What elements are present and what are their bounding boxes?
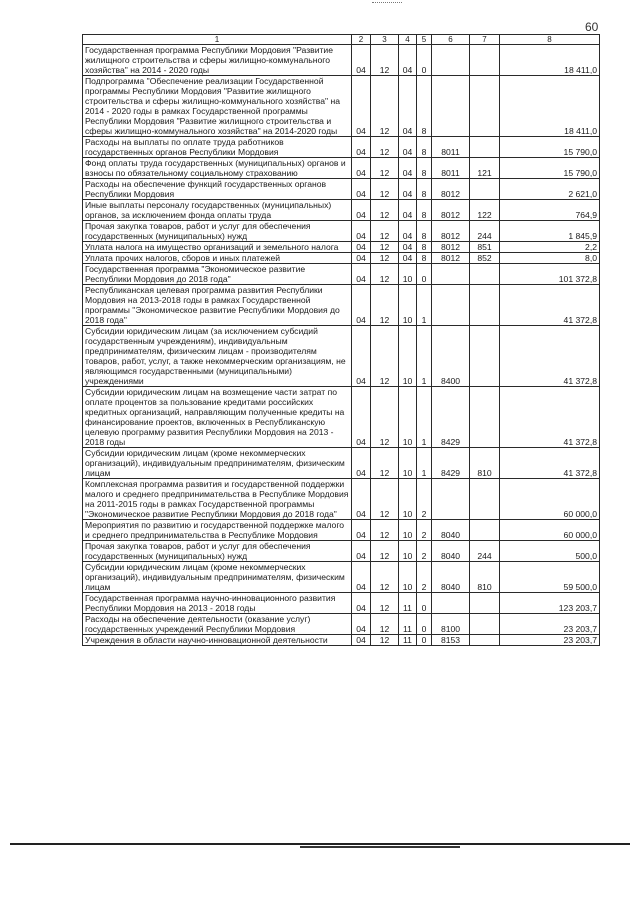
row-code-cell: 04 <box>352 635 371 646</box>
row-code-cell: 12 <box>371 179 399 200</box>
column-header: 8 <box>500 35 600 45</box>
row-code-cell: 12 <box>371 200 399 221</box>
table-row <box>83 158 600 179</box>
row-code-cell: 04 <box>352 593 371 614</box>
row-code-cell: 10 <box>399 562 417 593</box>
table-row <box>83 221 600 242</box>
row-name-cell: Государственная программа научно-инновационного развития Республики Мордовия на 2013 - 2018 годы <box>83 593 352 614</box>
row-sum-cell: 123 203,7 <box>500 593 600 614</box>
row-name-cell: Подпрограмма "Обеспечение реализации Государственной программы Республики Мордовия "Развитие жилищного строительства и сферы жилищно-коммунального хозяйства" на 2014 - 2020 годы в рамках Государственной программы Республики Мордовия "Развитие жилищного строительства и сферы жилищно-коммунального хозяйства" на 2014-2020 годы <box>83 76 352 137</box>
row-code-cell: 8400 <box>432 326 470 387</box>
table-row <box>83 179 600 200</box>
row-code-cell: 8429 <box>432 387 470 448</box>
row-sum-cell: 41 372,8 <box>500 387 600 448</box>
row-code-cell: 10 <box>399 387 417 448</box>
row-code-cell: 04 <box>352 326 371 387</box>
row-code-cell: 2 <box>417 541 432 562</box>
row-sum-cell: 59 500,0 <box>500 562 600 593</box>
row-code-cell: 8040 <box>432 562 470 593</box>
row-code-cell <box>432 593 470 614</box>
column-header: 2 <box>352 35 371 45</box>
row-code-cell: 8 <box>417 242 432 253</box>
row-code-cell: 8 <box>417 200 432 221</box>
row-sum-cell: 41 372,8 <box>500 285 600 326</box>
row-code-cell: 810 <box>470 448 500 479</box>
row-code-cell: 8 <box>417 137 432 158</box>
row-code-cell: 10 <box>399 541 417 562</box>
row-code-cell: 852 <box>470 253 500 264</box>
row-code-cell: 10 <box>399 479 417 520</box>
row-code-cell: 12 <box>371 242 399 253</box>
row-code-cell: 04 <box>352 200 371 221</box>
row-code-cell: 810 <box>470 562 500 593</box>
row-code-cell: 0 <box>417 264 432 285</box>
row-code-cell: 10 <box>399 285 417 326</box>
table-row <box>83 242 600 253</box>
row-code-cell: 04 <box>399 242 417 253</box>
row-sum-cell: 41 372,8 <box>500 448 600 479</box>
row-code-cell: 8040 <box>432 520 470 541</box>
row-code-cell: 12 <box>371 285 399 326</box>
row-name-cell: Субсидии юридическим лицам (за исключением субсидий государственным учреждениям), индивидуальным предпринимателям, физическим лицам - производителям товаров, работ, услуг, а также некоммерческим организациям, не являющимся государственными (муниципальными) учреждениями <box>83 326 352 387</box>
row-code-cell: 8012 <box>432 179 470 200</box>
row-code-cell: 10 <box>399 448 417 479</box>
row-code-cell: 04 <box>352 520 371 541</box>
table-row <box>83 562 600 593</box>
row-code-cell: 04 <box>352 179 371 200</box>
table-row <box>83 614 600 635</box>
page-number: 60 <box>585 20 599 34</box>
row-code-cell: 04 <box>352 562 371 593</box>
row-code-cell: 122 <box>470 200 500 221</box>
table-row <box>83 200 600 221</box>
row-code-cell: 8429 <box>432 448 470 479</box>
row-code-cell: 0 <box>417 614 432 635</box>
row-code-cell: 8100 <box>432 614 470 635</box>
row-code-cell: 10 <box>399 264 417 285</box>
row-code-cell: 12 <box>371 387 399 448</box>
row-code-cell: 1 <box>417 387 432 448</box>
row-name-cell: Уплата налога на имущество организаций и земельного налога <box>83 242 352 253</box>
row-code-cell: 04 <box>399 45 417 76</box>
row-code-cell: 04 <box>352 285 371 326</box>
row-code-cell: 8153 <box>432 635 470 646</box>
row-code-cell: 1 <box>417 285 432 326</box>
row-code-cell: 0 <box>417 593 432 614</box>
row-name-cell: Прочая закупка товаров, работ и услуг для обеспечения государственных (муниципальных) нужд <box>83 541 352 562</box>
row-code-cell: 04 <box>399 76 417 137</box>
row-name-cell: Расходы на обеспечение деятельности (оказание услуг) государственных учреждений Республики Мордовия <box>83 614 352 635</box>
table-row <box>83 264 600 285</box>
row-code-cell <box>470 45 500 76</box>
row-code-cell: 121 <box>470 158 500 179</box>
row-sum-cell: 8,0 <box>500 253 600 264</box>
row-code-cell <box>432 479 470 520</box>
column-header: 6 <box>432 35 470 45</box>
table-row <box>83 253 600 264</box>
row-name-cell: Государственная программа "Экономическое развитие Республики Мордовия до 2018 года" <box>83 264 352 285</box>
row-code-cell: 10 <box>399 326 417 387</box>
row-sum-cell: 764,9 <box>500 200 600 221</box>
row-code-cell: 12 <box>371 221 399 242</box>
row-code-cell <box>470 593 500 614</box>
row-name-cell: Мероприятия по развитию и государственной поддержке малого и среднего предпринимательства в Республике Мордовия <box>83 520 352 541</box>
row-code-cell <box>470 479 500 520</box>
row-code-cell: 04 <box>352 448 371 479</box>
row-code-cell: 04 <box>352 45 371 76</box>
row-sum-cell: 1 845,9 <box>500 221 600 242</box>
column-header: 3 <box>371 35 399 45</box>
row-code-cell: 12 <box>371 264 399 285</box>
row-code-cell <box>470 614 500 635</box>
row-code-cell: 8 <box>417 158 432 179</box>
row-code-cell: 10 <box>399 520 417 541</box>
row-name-cell: Расходы на обеспечение функций государственных органов Республики Мордовия <box>83 179 352 200</box>
row-code-cell: 04 <box>352 242 371 253</box>
bottom-rule <box>10 843 630 845</box>
row-code-cell: 04 <box>352 541 371 562</box>
table-row <box>83 448 600 479</box>
row-code-cell: 12 <box>371 76 399 137</box>
row-code-cell <box>470 635 500 646</box>
row-sum-cell: 23 203,7 <box>500 635 600 646</box>
row-code-cell: 12 <box>371 479 399 520</box>
row-code-cell: 04 <box>352 137 371 158</box>
row-code-cell: 04 <box>352 158 371 179</box>
row-code-cell: 04 <box>352 614 371 635</box>
row-code-cell: 244 <box>470 221 500 242</box>
row-sum-cell: 41 372,8 <box>500 326 600 387</box>
row-code-cell: 851 <box>470 242 500 253</box>
table-row <box>83 541 600 562</box>
row-code-cell <box>470 76 500 137</box>
row-code-cell: 04 <box>399 158 417 179</box>
row-name-cell: Субсидии юридическим лицам на возмещение части затрат по оплате процентов за пользование кредитами российских кредитных организаций, направляющим полученные кредиты на финансирование проектов, включенных в Республиканскую целевую программу развития Республики Мордовия на 2013 - 2018 годы <box>83 387 352 448</box>
column-header: 5 <box>417 35 432 45</box>
table-row <box>83 635 600 646</box>
row-code-cell: 12 <box>371 158 399 179</box>
row-code-cell: 12 <box>371 520 399 541</box>
row-code-cell <box>470 137 500 158</box>
row-code-cell: 1 <box>417 448 432 479</box>
row-code-cell: 04 <box>352 264 371 285</box>
row-code-cell: 0 <box>417 635 432 646</box>
row-name-cell: Фонд оплаты труда государственных (муниципальных) органов и взносы по обязательному социальному страхованию <box>83 158 352 179</box>
row-code-cell: 8012 <box>432 221 470 242</box>
row-code-cell: 8012 <box>432 242 470 253</box>
row-sum-cell: 15 790,0 <box>500 137 600 158</box>
row-name-cell: Прочая закупка товаров, работ и услуг для обеспечения государственных (муниципальных) нужд <box>83 221 352 242</box>
row-code-cell: 12 <box>371 326 399 387</box>
row-code-cell: 12 <box>371 541 399 562</box>
row-code-cell: 2 <box>417 520 432 541</box>
row-code-cell: 04 <box>399 200 417 221</box>
row-code-cell: 11 <box>399 635 417 646</box>
row-sum-cell: 2 621,0 <box>500 179 600 200</box>
row-name-cell: Учреждения в области научно-инновационной деятельности <box>83 635 352 646</box>
table-row <box>83 593 600 614</box>
row-code-cell: 04 <box>399 137 417 158</box>
row-code-cell: 11 <box>399 614 417 635</box>
row-code-cell: 11 <box>399 593 417 614</box>
row-sum-cell: 101 372,8 <box>500 264 600 285</box>
table-row <box>83 326 600 387</box>
row-code-cell: 04 <box>352 221 371 242</box>
row-code-cell <box>432 76 470 137</box>
row-sum-cell: 18 411,0 <box>500 45 600 76</box>
row-code-cell: 1 <box>417 326 432 387</box>
bottom-rule-mark <box>300 846 460 848</box>
row-code-cell <box>470 520 500 541</box>
row-sum-cell: 2,2 <box>500 242 600 253</box>
row-code-cell: 12 <box>371 45 399 76</box>
row-code-cell <box>432 285 470 326</box>
table-row <box>83 137 600 158</box>
row-code-cell: 8011 <box>432 137 470 158</box>
row-sum-cell: 18 411,0 <box>500 76 600 137</box>
row-code-cell: 12 <box>371 562 399 593</box>
table-row <box>83 479 600 520</box>
row-name-cell: Расходы на выплаты по оплате труда работников государственных органов Республики Мордовия <box>83 137 352 158</box>
table-header-row <box>83 35 600 45</box>
row-code-cell: 8 <box>417 179 432 200</box>
row-name-cell: Иные выплаты персоналу государственных (муниципальных) органов, за исключением фонда оплаты труда <box>83 200 352 221</box>
row-code-cell <box>432 45 470 76</box>
row-name-cell: Государственная программа Республики Мордовия "Развитие жилищного строительства и сферы жилищно-коммунального хозяйства" на 2014 - 2020 годы <box>83 45 352 76</box>
column-header: 4 <box>399 35 417 45</box>
row-sum-cell: 23 203,7 <box>500 614 600 635</box>
row-code-cell: 2 <box>417 562 432 593</box>
table-row <box>83 45 600 76</box>
row-code-cell: 04 <box>352 76 371 137</box>
row-sum-cell: 500,0 <box>500 541 600 562</box>
row-name-cell: Субсидии юридическим лицам (кроме некоммерческих организаций), индивидуальным предпринимателям, физическим лицам <box>83 448 352 479</box>
row-name-cell: Субсидии юридическим лицам (кроме некоммерческих организаций), индивидуальным предпринимателям, физическим лицам <box>83 562 352 593</box>
row-code-cell: 04 <box>352 387 371 448</box>
row-code-cell: 8 <box>417 253 432 264</box>
row-code-cell: 04 <box>399 179 417 200</box>
row-code-cell: 8011 <box>432 158 470 179</box>
table-row <box>83 387 600 448</box>
row-code-cell: 8 <box>417 76 432 137</box>
budget-table <box>82 34 600 646</box>
row-code-cell: 8012 <box>432 253 470 264</box>
row-code-cell <box>470 179 500 200</box>
row-code-cell <box>470 285 500 326</box>
table-row <box>83 520 600 541</box>
row-name-cell: Республиканская целевая программа развития Республики Мордовия на 2013-2018 годы в рамках Государственной программы "Экономическое развитие Республики Мордовия до 2018 года" <box>83 285 352 326</box>
row-code-cell: 244 <box>470 541 500 562</box>
row-code-cell: 8012 <box>432 200 470 221</box>
row-code-cell: 04 <box>352 253 371 264</box>
row-code-cell: 12 <box>371 635 399 646</box>
row-code-cell: 04 <box>399 221 417 242</box>
row-sum-cell: 60 000,0 <box>500 520 600 541</box>
table-row <box>83 76 600 137</box>
column-header: 7 <box>470 35 500 45</box>
row-code-cell: 0 <box>417 45 432 76</box>
row-code-cell: 8040 <box>432 541 470 562</box>
table-row <box>83 285 600 326</box>
row-name-cell: Комплексная программа развития и государственной поддержки малого и среднего предпринимательства в Республике Мордовия на 2011-2015 годы в рамках Государственной программы "Экономическое развитие Республики Мордовия до 2018 года" <box>83 479 352 520</box>
row-code-cell: 12 <box>371 448 399 479</box>
row-code-cell <box>470 387 500 448</box>
row-name-cell: Уплата прочих налогов, сборов и иных платежей <box>83 253 352 264</box>
row-code-cell: 12 <box>371 593 399 614</box>
row-code-cell: 8 <box>417 221 432 242</box>
row-code-cell: 04 <box>352 479 371 520</box>
row-code-cell <box>432 264 470 285</box>
row-code-cell: 04 <box>399 253 417 264</box>
row-code-cell: 2 <box>417 479 432 520</box>
row-sum-cell: 60 000,0 <box>500 479 600 520</box>
row-code-cell: 12 <box>371 253 399 264</box>
row-sum-cell: 15 790,0 <box>500 158 600 179</box>
scan-mark <box>372 2 402 6</box>
row-code-cell <box>470 264 500 285</box>
row-code-cell: 12 <box>371 614 399 635</box>
row-code-cell: 12 <box>371 137 399 158</box>
column-header: 1 <box>83 35 352 45</box>
row-code-cell <box>470 326 500 387</box>
